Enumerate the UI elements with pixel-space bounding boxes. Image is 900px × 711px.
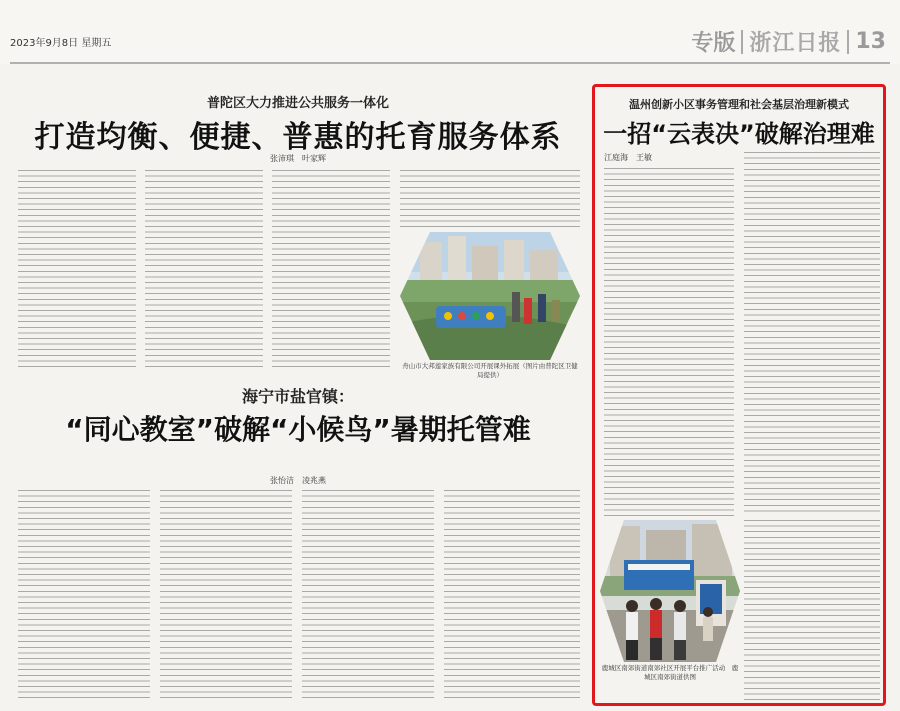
article1-kicker: 普陀区大力推进公共服务一体化 (206, 96, 389, 111)
masthead-separator (847, 30, 849, 54)
highlight-frame (592, 84, 886, 706)
article1-byline: 张沛琪 叶家辉 (270, 154, 326, 163)
article1-column-2 (145, 170, 263, 370)
article2-headline: “同心教室”破解“小候鸟”暑期托管难 (65, 413, 531, 446)
article3-byline: 江庭海 王敏 (604, 153, 652, 162)
article2-kicker: 海宁市盐官镇： (241, 387, 354, 406)
masthead (0, 0, 900, 64)
article3-headline: 一招“云表决”破解治理难 (603, 120, 875, 148)
article1-photo (400, 232, 580, 360)
masthead-right (691, 26, 886, 57)
masthead-rule (10, 62, 890, 64)
article1-column-1 (18, 170, 136, 370)
article2-column-2 (160, 490, 292, 702)
article3-kicker: 温州创新小区事务管理和社会基层治理新模式 (629, 98, 849, 111)
article1-column-3 (272, 170, 390, 370)
article1-photo-caption: 舟山市大邦莲家族有限公司开展课外拓展（图片由普陀区卫健局提供） (402, 362, 578, 379)
section-name: 专版 (691, 30, 736, 56)
article1-headline: 打造均衡、便捷、普惠的托育服务体系 (34, 120, 562, 155)
article3-photo-caption: 鹿城区南郊街道南郊社区开展平台推广活动 鹿城区南郊街道供图 (601, 664, 739, 681)
article2-column-3 (302, 490, 434, 702)
paper-logo: 浙江日报 (749, 30, 842, 56)
article2-column-4 (444, 490, 580, 702)
issue-date: 2023年9月8日 星期五 (10, 38, 112, 49)
masthead-separator (741, 30, 743, 54)
article2-byline: 张怡洁 凌兆燕 (270, 476, 326, 485)
page-number: 13 (855, 29, 886, 54)
article2-column-1 (18, 490, 150, 702)
article1-column-4 (400, 170, 580, 228)
